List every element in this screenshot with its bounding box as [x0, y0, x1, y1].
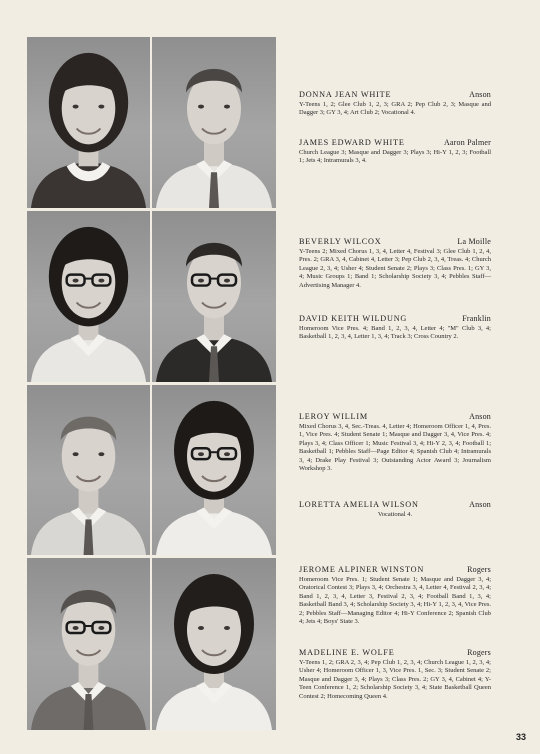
student-town: Rogers	[467, 648, 491, 657]
student-activities: Y-Teens 1, 2; Glee Club 1, 2, 3; GRA 2; Pep Club 2, 3; Masque and Dagger 3; GY 3, 4; Art Club 2; Vocational 4.	[299, 101, 491, 117]
eye-right	[224, 452, 230, 456]
student-activities: Church League 3; Masque and Dagger 3; Plays 3; Hi-Y 1, 2, 3; Football 1; Jets 4; Intramurals 3, 4.	[299, 149, 491, 165]
portrait-figure	[152, 558, 276, 730]
senior-entry	[299, 565, 491, 626]
eye-left	[73, 279, 79, 283]
student-activities: Homeroom Vice Pres. 4; Band 1, 2, 3, 4, Letter 4; "M" Club 3, 4; Basketball 1, 2, 3, 4, Letter 1, 3, 4; Track 3; Cross Country 2.	[299, 325, 491, 341]
eye-right	[98, 452, 104, 456]
student-town: Anson	[469, 90, 491, 99]
portrait-leroy-willim	[27, 385, 150, 555]
student-town: La Moille	[457, 237, 491, 246]
student-name: JAMES EDWARD WHITE	[299, 138, 405, 147]
eye-right	[98, 279, 104, 283]
portrait-david-keith-wildung	[152, 211, 276, 382]
senior-entry	[299, 314, 491, 342]
eye-left	[198, 452, 204, 456]
student-town: Anson	[469, 412, 491, 421]
senior-entry	[299, 648, 491, 701]
eye-left	[73, 452, 79, 456]
portrait-figure	[27, 558, 150, 730]
student-activities: Y-Teens 2; Mixed Chorus 1, 3, 4, Letter 4, Festival 3; Glee Club 1, 2, 4, Pres. 2; GRA 3, 4, Cabinet 4, Letter 3; Pep Club 2, 3, 4, Treas. 4; Church League 2, 3, 4; Usher 4; Student Senate 2; Plays 3; Class Pres. 1; GY 3, 4; Music Groups 1; Band 1; Scholarship Society 3, 4; Pebbles Staff—Advertising Manager 4.	[299, 248, 491, 289]
clothing	[31, 336, 146, 382]
student-name: LORETTA AMELIA WILSON	[299, 500, 419, 509]
eye-left	[198, 279, 204, 283]
eye-left	[73, 626, 79, 630]
portrait-jerome-alpiner-winston	[27, 558, 150, 730]
clothing	[31, 162, 146, 208]
portrait-james-edward-white	[152, 37, 276, 208]
portrait-donna-jean-white	[27, 37, 150, 208]
student-activities: Homeroom Vice Pres. 1; Student Senate 1; Masque and Dagger 3, 4; Oratorical Contest 3; Plays 3, 4; Orchestra 3, 4, Letter 4, Festival 2, 3, 4; Band 1, 2, 3, 4, Letter 3, Festival 2, 3, 4; Football Band 1, 3, 4; Basketball Band 3, 4; Scholarship Society 3, 4; Hi-Y 1, 2, 3, 4, Vice Pres. 2; Pebbles Staff—Managing Editor 4; Hi-Y Conference 2; Spanish Club 4; Jets 4; Boys' State 3.	[299, 576, 491, 626]
student-town: Rogers	[467, 565, 491, 574]
eye-left	[73, 105, 79, 109]
student-name: DAVID KEITH WILDUNG	[299, 314, 408, 323]
portrait-figure	[27, 37, 150, 208]
eye-left	[198, 105, 204, 109]
eye-right	[224, 105, 230, 109]
student-activities: Vocational 4.	[377, 511, 413, 518]
portrait-loretta-amelia-wilson	[152, 385, 276, 555]
portrait-beverly-wilcox	[27, 211, 150, 382]
student-activities: Mixed Chorus 3, 4, Sec.-Treas. 4, Letter 4; Homeroom Officer 1, 4, Pres. 1, Vice Pres. 4; Student Senate 1; Masque and Dagger 3, 4, Vice Pres. 4; Plays 3, 4; Class Officer 1; Music Festival 3, 4; Hi-Y 2, 3, 4; Football 1; Basketball 1; Pebbles Staff—Page Editor 4; Spanish Club 4; Intramurals 3, 4; Drake Play Festival 3; Outstanding Actor Award 3; Journalism Workshop 3.	[299, 423, 491, 473]
student-name: JEROME ALPINER WINSTON	[299, 565, 425, 574]
eye-right	[224, 626, 230, 630]
clothing	[156, 510, 272, 555]
student-name: LEROY WILLIM	[299, 412, 368, 421]
portrait-madeline-e-wolfe	[152, 558, 276, 730]
student-activities: Y-Teens 1, 2; GRA 2, 3, 4; Pep Club 1, 2, 3, 4; Church League 1, 2, 3, 4; Usher 4; Homeroom Officer 1, 3, Vice Pres. 1, Sec. 3; Student Senate 2; Masque and Dagger 3, 4; Plays 3; Class Pres. 2; GY 3, 4, Cabinet 4; Y-Teen Conference 1, 2; Scholarship Society 3, 4; State Basketball Queen Contest 2; Homecoming Queen 4.	[299, 659, 491, 700]
student-name: BEVERLY WILCOX	[299, 237, 382, 246]
student-town: Aaron Palmer	[443, 138, 491, 147]
student-name: MADELINE E. WOLFE	[299, 648, 395, 657]
student-town: Anson	[469, 500, 491, 509]
student-name: DONNA JEAN WHITE	[299, 90, 392, 99]
portrait-figure	[152, 211, 276, 382]
senior-entry	[299, 138, 491, 166]
eye-right	[98, 105, 104, 109]
senior-entry	[299, 90, 491, 118]
senior-entry	[299, 237, 491, 290]
eye-right	[224, 279, 230, 283]
portrait-figure	[27, 211, 150, 382]
portrait-figure	[152, 37, 276, 208]
senior-entry	[299, 500, 491, 519]
portrait-figure	[27, 385, 150, 555]
senior-entry	[299, 412, 491, 473]
eye-right	[98, 626, 104, 630]
portrait-figure	[152, 385, 276, 555]
clothing	[156, 684, 272, 730]
page-number: 33	[515, 732, 526, 742]
eye-left	[198, 626, 204, 630]
student-town: Franklin	[462, 314, 491, 323]
